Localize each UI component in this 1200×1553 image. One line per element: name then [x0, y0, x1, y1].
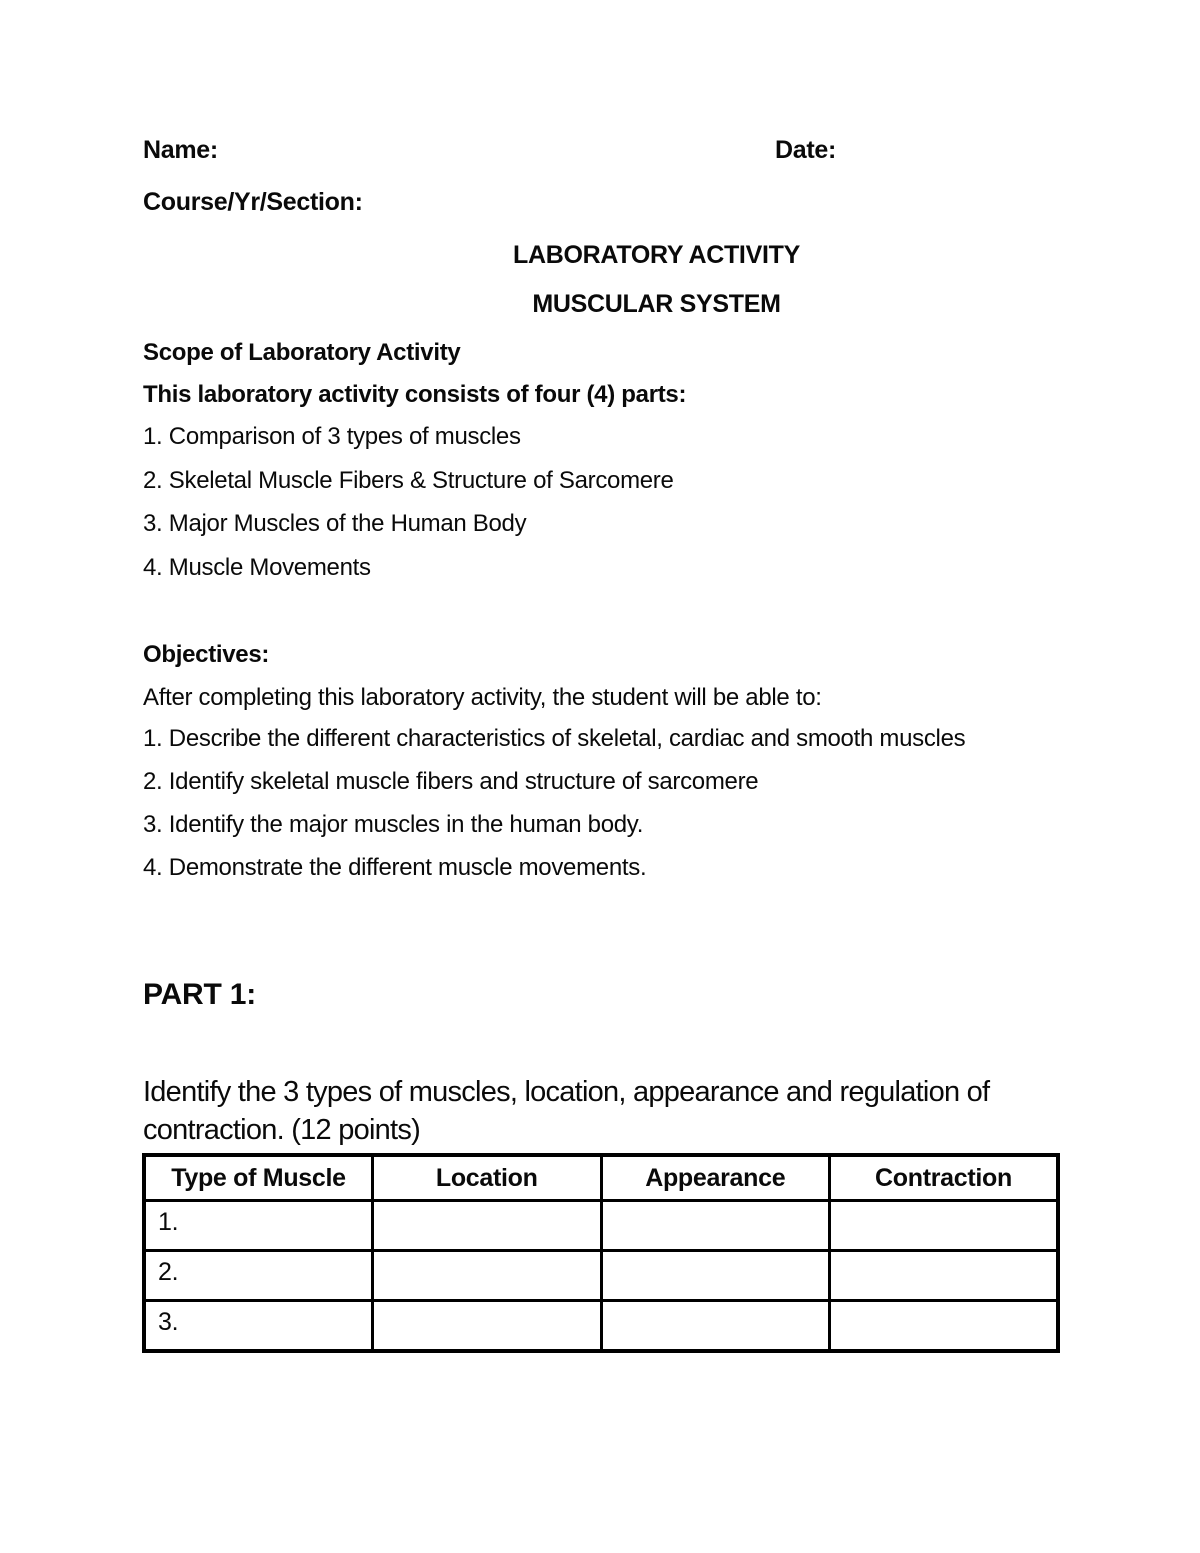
table-cell-row2-location [373, 1251, 602, 1301]
table-header-contraction: Contraction [830, 1155, 1059, 1201]
objective-item-3: 3. Identify the major muscles in the human body. [143, 811, 644, 838]
course-section-label: Course/Yr/Section: [143, 188, 363, 216]
table-cell-row1-appearance [601, 1201, 830, 1251]
part1-table-body [144, 1201, 1058, 1352]
objective-item-1: 1. Describe the different characteristics of skeletal, cardiac and smooth muscles [143, 725, 966, 752]
table-cell-row2-type: 2. [144, 1251, 373, 1301]
objectives-intro: After completing this laboratory activity, the student will be able to: [143, 684, 822, 711]
scope-item-3: 3. Major Muscles of the Human Body [143, 510, 527, 537]
table-cell-row3-contraction [830, 1301, 1059, 1352]
table-row [144, 1201, 1058, 1251]
objectives-heading: Objectives: [143, 641, 270, 668]
part1-table [142, 1153, 1060, 1353]
table-cell-row2-appearance [601, 1251, 830, 1301]
scope-list [143, 415, 674, 589]
table-cell-row1-contraction [830, 1201, 1059, 1251]
scope-item-1: 1. Comparison of 3 types of muscles [143, 423, 521, 450]
part1-instructions [143, 1073, 989, 1149]
table-row [144, 1301, 1058, 1352]
table-header-row [144, 1155, 1058, 1201]
objective-item-4: 4. Demonstrate the different muscle movements. [143, 854, 647, 881]
objective-item-2: 2. Identify skeletal muscle fibers and structure of sarcomere [143, 768, 759, 795]
part1-instructions-line2: contraction. (12 points) [143, 1114, 420, 1146]
scope-intro: This laboratory activity consists of four (4) parts: [143, 381, 687, 408]
table-header-location: Location [373, 1155, 602, 1201]
scope-heading: Scope of Laboratory Activity [143, 339, 461, 366]
document-title: LABORATORY ACTIVITY [513, 241, 800, 269]
part1-instructions-line1: Identify the 3 types of muscles, location, appearance and regulation of [143, 1076, 990, 1108]
scope-item-2: 2. Skeletal Muscle Fibers & Structure of Sarcomere [143, 466, 674, 494]
date-label: Date: [775, 136, 837, 164]
part1-table-header [144, 1155, 1058, 1201]
document-subtitle: MUSCULAR SYSTEM [532, 290, 781, 318]
table-cell-row2-contraction [830, 1251, 1059, 1301]
table-cell-row1-location [373, 1201, 602, 1251]
objectives-list [143, 717, 965, 889]
table-cell-row3-type: 3. [144, 1301, 373, 1352]
table-cell-row3-location [373, 1301, 602, 1352]
name-label: Name: [143, 136, 218, 164]
name-date-row [143, 134, 1170, 166]
table-cell-row1-type: 1. [144, 1201, 373, 1251]
table-header-appearance: Appearance [601, 1155, 830, 1201]
table-row [144, 1251, 1058, 1301]
table-header-type-of-muscle: Type of Muscle [144, 1155, 373, 1201]
table-cell-row3-appearance [601, 1301, 830, 1352]
part1-heading: PART 1: [143, 978, 257, 1011]
scope-item-4: 4. Muscle Movements [143, 553, 371, 581]
